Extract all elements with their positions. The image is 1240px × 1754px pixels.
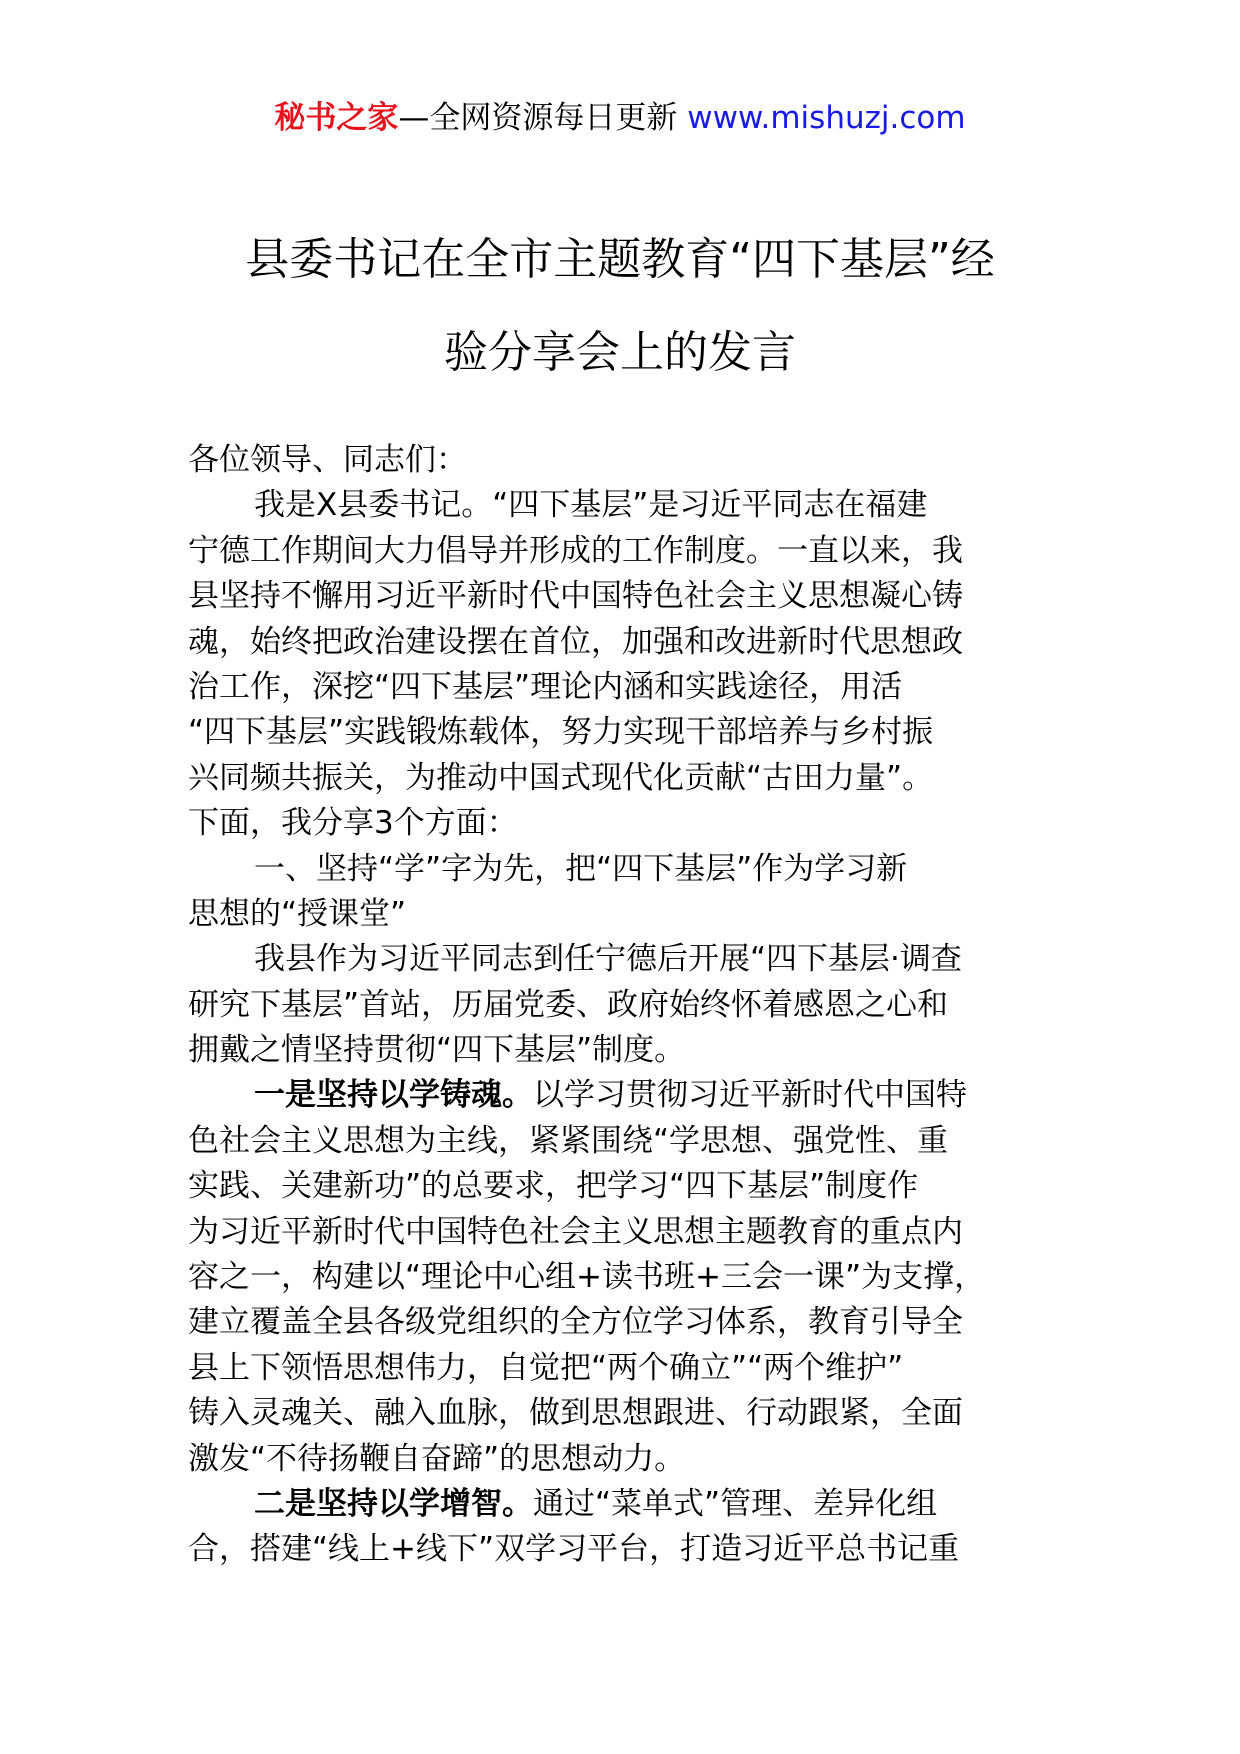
document-title-line-1: 县委书记在全市主题教育“四下基层”经 (245, 234, 995, 285)
subheading-bold: 一是坚持以学铸魂。 (254, 1077, 533, 1114)
paragraph-line: 建立覆盖全县各级党组织的全方位学习体系，教育引导全 (188, 1304, 963, 1341)
paragraph-line: 激发“不待扬鞭自奋蹄”的思想动力。 (188, 1440, 686, 1477)
paragraph-line: 容之一，构建以“理论中心组+读书班+三会一课”为支撑， (188, 1259, 986, 1296)
paragraph-line: 实践、关建新功”的总要求，把学习“四下基层”制度作 (188, 1168, 919, 1205)
paragraph-line: 拥戴之情坚持贯彻“四下基层”制度。 (188, 1032, 686, 1069)
paragraph-line: 我县作为习近平同志到任宁德后开展“四下基层·调查 (254, 941, 962, 978)
paragraph-line: 下面，我分享3个方面： (188, 805, 518, 842)
document-body (188, 438, 1058, 1573)
paragraph-line: 合，搭建“线上+线下”双学习平台，打造习近平总书记重 (188, 1531, 960, 1568)
section-heading-line: 一、坚持“学”字为先，把“四下基层”作为学习新 (254, 850, 908, 887)
paragraph-line: 宁德工作期间大力倡导并形成的工作制度。一直以来，我 (188, 532, 963, 569)
section-heading-line: 思想的“授课堂” (188, 895, 407, 932)
paragraph-line: 研究下基层”首站，历届党委、政府始终怀着感恩之心和 (188, 986, 949, 1023)
subheading-bold: 二是坚持以学增智。 (254, 1485, 533, 1522)
paragraph-line: “四下基层”实践锻炼载体，努力实现干部培养与乡村振 (188, 714, 934, 751)
paragraph-line: 色社会主义思想为主线，紧紧围绕“学思想、强党性、重 (188, 1122, 949, 1159)
brand-name: 秘书之家 (274, 100, 399, 136)
paragraph-line (188, 1482, 1058, 1527)
paragraph-line (188, 1073, 1058, 1118)
paragraph-line: 兴同频共振关，为推动中国式现代化贡献“古田力量”。 (188, 759, 934, 796)
site-url-link[interactable]: www.mishuzj.com (687, 100, 966, 136)
document-title-line-2: 验分享会上的发言 (444, 327, 796, 378)
paragraph-line: 铸入灵魂关、融入血脉，做到思想跟进、行动跟紧，全面 (188, 1395, 963, 1432)
paragraph-text: 通过“菜单式”管理、差异化组 (533, 1485, 938, 1522)
paragraph-line: 魂，始终把政治建设摆在首位，加强和改进新时代思想政 (188, 623, 963, 660)
header-tagline: —全网资源每日更新 (398, 100, 688, 136)
paragraph-text: 以学习贯彻习近平新时代中国特 (533, 1077, 967, 1114)
paragraph-line: 县上下领悟思想伟力，自觉把“两个确立”“两个维护” (188, 1349, 904, 1386)
paragraph-line: 为习近平新时代中国特色社会主义思想主题教育的重点内 (188, 1213, 963, 1250)
site-header (0, 98, 1240, 138)
paragraph-line: 县坚持不懈用习近平新时代中国特色社会主义思想凝心铸 (188, 578, 963, 615)
paragraph-line: 治工作，深挖“四下基层”理论内涵和实践途径，用活 (188, 668, 903, 705)
salutation: 各位领导、同志们： (188, 442, 467, 478)
paragraph-line: 我是X县委书记。“四下基层”是习近平同志在福建 (254, 487, 928, 524)
